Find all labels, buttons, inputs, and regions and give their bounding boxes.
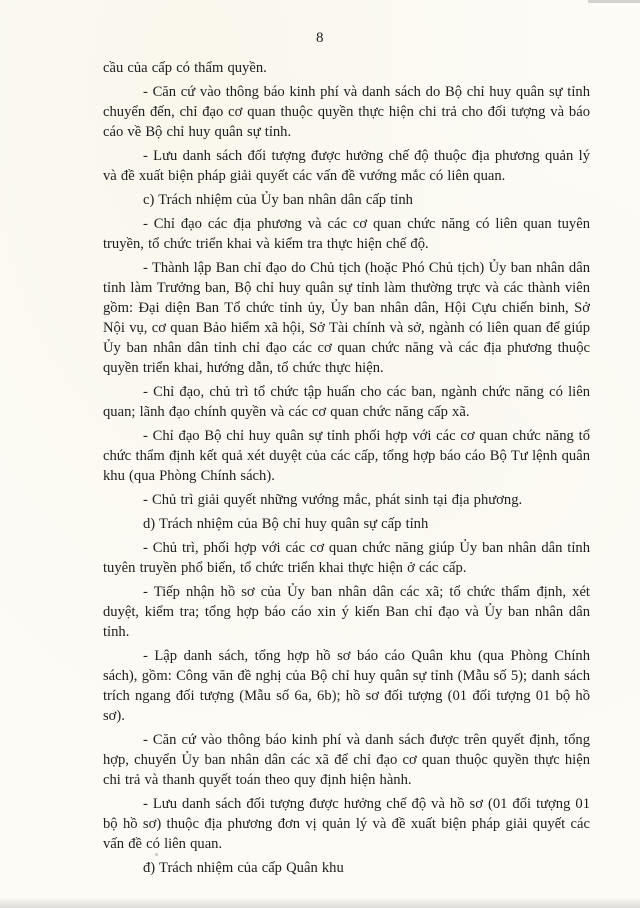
scan-bottom-shadow (0, 897, 640, 908)
document-body (103, 58, 590, 882)
body-paragraph: - Chỉ đạo, chủ trì tổ chức tập huấn cho các ban, ngành chức năng có liên quan; lãnh đạo chính quyền và các cơ quan chức năng cấp xã. (103, 384, 590, 420)
section-heading: đ) Trách nhiệm của cấp Quân khu (143, 860, 344, 876)
section-heading: d) Trách nhiệm của Bộ chỉ huy quân sự cấp tỉnh (143, 516, 429, 532)
page-number: 8 (316, 30, 324, 46)
body-paragraph: - Chủ trì giải quyết những vướng mắc, phát sinh tại địa phương. (143, 492, 523, 508)
body-paragraph: - Căn cứ vào thông báo kinh phí và danh sách do Bộ chỉ huy quân sự tỉnh chuyển đến, chỉ đạo cơ quan thuộc quyền thực hiện chi trả cho đối tượng và báo cáo về Bộ chỉ huy quân sự tỉnh. (103, 84, 590, 140)
body-paragraph: - Tiếp nhận hồ sơ của Ủy ban nhân dân các xã; tổ chức thẩm định, xét duyệt, kiểm tra; tổng hợp báo cáo xin ý kiến Ban chỉ đạo và Ủy ban nhân dân tỉnh. (103, 584, 590, 640)
body-paragraph: cầu của cấp có thẩm quyền. (103, 60, 267, 76)
body-paragraph: - Thành lập Ban chỉ đạo do Chủ tịch (hoặc Phó Chủ tịch) Ủy ban nhân dân tỉnh làm Trưởng ban, Bộ chỉ huy quân sự tỉnh làm thường trực và các thành viên gồm: Đại diện Ban Tổ chức tỉnh ủy, Ủy ban nhân dân, Hội Cựu chiến binh, Sở Nội vụ, cơ quan Bảo hiểm xã hội, Sở Tài chính và sở, ngành có liên quan để giúp Ủy ban nhân dân tỉnh chỉ đạo các cơ quan chức năng và các địa phương thuộc quyền triển khai, hướng dẫn, tổ chức thực hiện. (103, 260, 590, 376)
section-heading: c) Trách nhiệm của Ủy ban nhân dân cấp tỉnh (143, 192, 413, 208)
body-paragraph: - Lập danh sách, tổng hợp hồ sơ báo cáo Quân khu (qua Phòng Chính sách), gồm: Công văn đề nghị của Bộ chỉ huy quân sự tỉnh (Mẫu số 5); danh sách trích ngang đối tượng (Mẫu số 6a, 6b); hồ sơ đối tượng (01 đối tượng 01 bộ hồ sơ). (103, 648, 590, 724)
scan-edge-artifact (588, 0, 640, 3)
body-paragraph: - Chỉ đạo Bộ chỉ huy quân sự tỉnh phối hợp với các cơ quan chức năng tổ chức thẩm định kết quả xét duyệt của các cấp, tổng hợp báo cáo Bộ Tư lệnh quân khu (qua Phòng Chính sách). (103, 428, 590, 484)
body-paragraph: - Chủ trì, phối hợp với các cơ quan chức năng giúp Ủy ban nhân dân tỉnh tuyên truyền phổ biến, tổ chức triển khai thực hiện ở các cấp. (103, 540, 590, 576)
body-paragraph: - Chỉ đạo các địa phương và các cơ quan chức năng có liên quan tuyên truyền, tổ chức triển khai và kiểm tra thực hiện chế độ. (103, 216, 590, 252)
body-paragraph: - Lưu danh sách đối tượng được hưởng chế độ và hồ sơ (01 đối tượng 01 bộ hồ sơ) thuộc địa phương đơn vị quản lý và đề xuất biện pháp giải quyết các vấn đề có liên quan. (103, 796, 590, 852)
scan-speck-artifact (155, 853, 158, 856)
body-paragraph: - Lưu danh sách đối tượng được hưởng chế độ thuộc địa phương quản lý và đề xuất biện pháp giải quyết các vấn đề vướng mắc có liên quan. (103, 148, 590, 184)
body-paragraph: - Căn cứ vào thông báo kinh phí và danh sách được trên quyết định, tổng hợp, chuyển Ủy ban nhân dân các xã để chỉ đạo cơ quan thuộc quyền thực hiện chi trả và thanh quyết toán theo quy định hiện hành. (103, 732, 590, 788)
